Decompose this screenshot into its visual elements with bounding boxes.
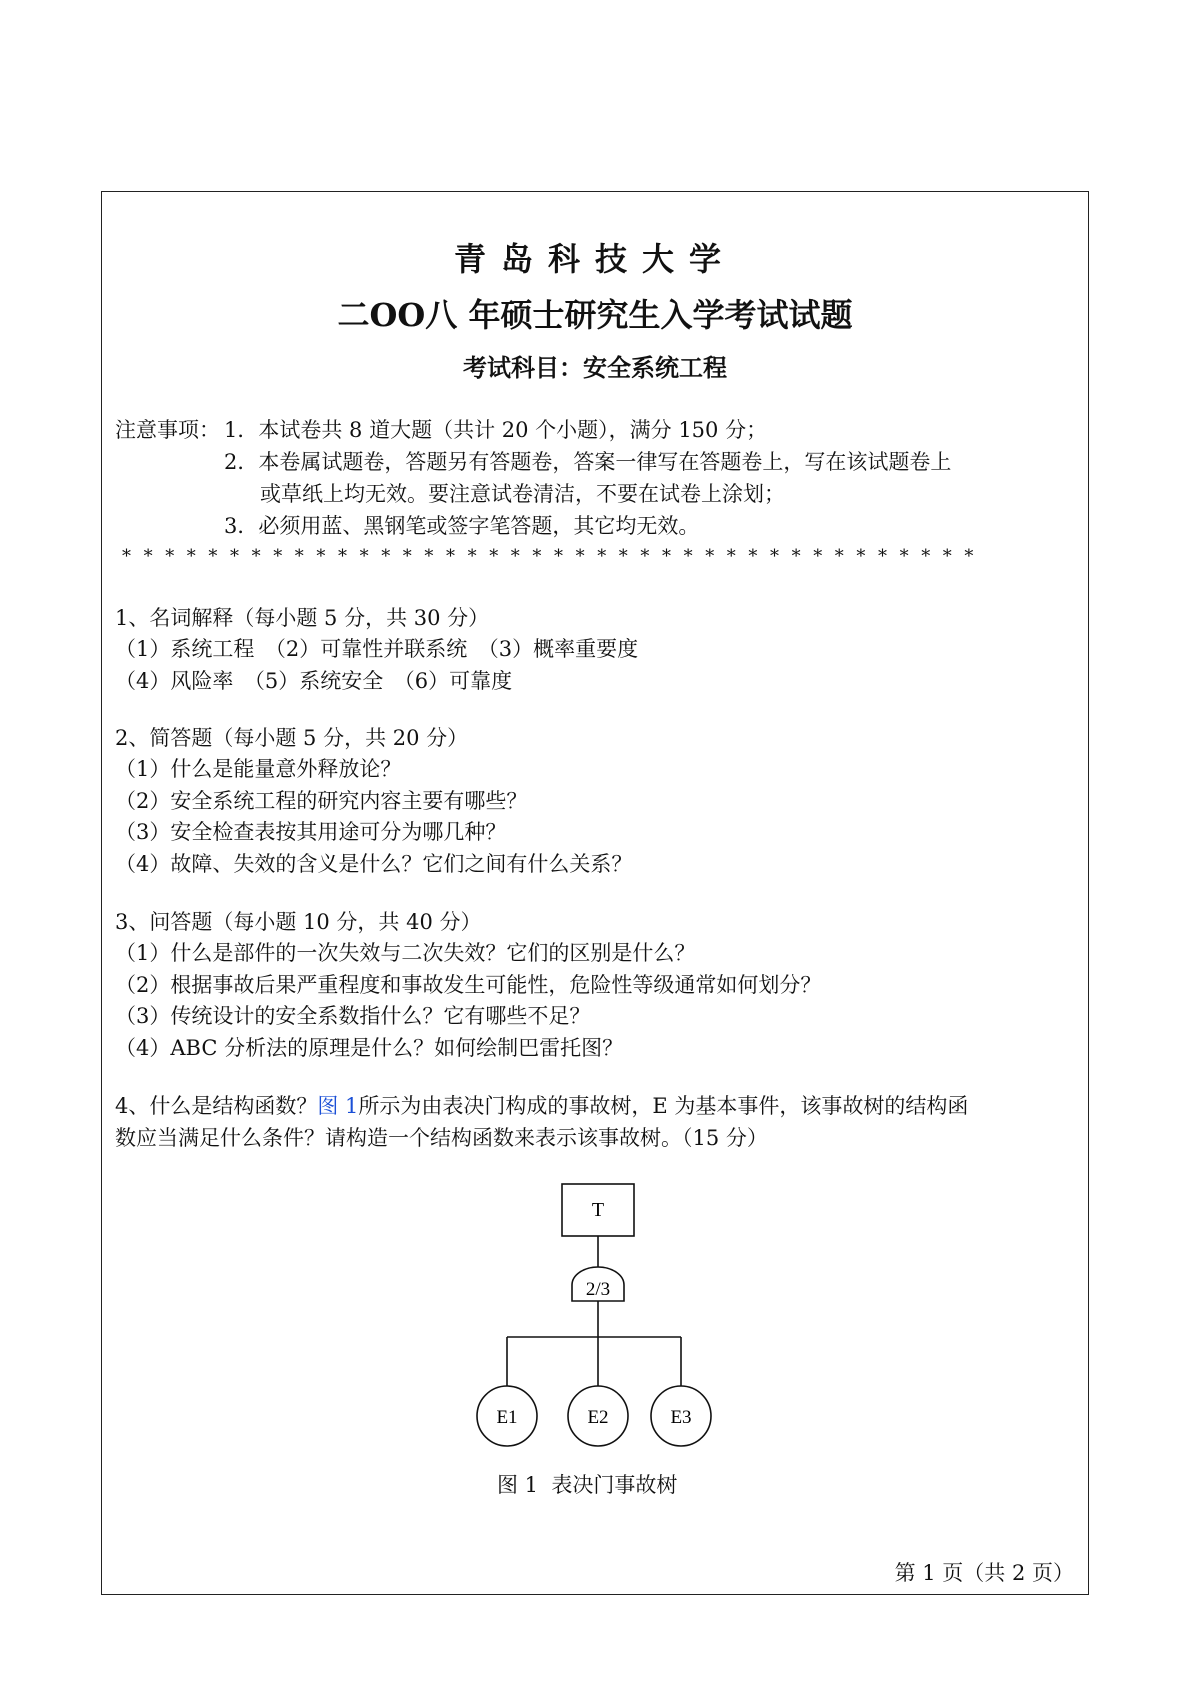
section-2-line-1: （1）什么是能量意外释放论？ — [115, 757, 402, 781]
section-3-line-2: （2）根据事故后果严重程度和事故发生可能性，危险性等级通常如何划分？ — [115, 973, 822, 997]
question-4-line-1 — [115, 1090, 968, 1122]
section-2-line-2: （2）安全系统工程的研究内容主要有哪些？ — [115, 789, 528, 813]
section-3-heading: 3、问答题（每小题 10 分，共 40 分） — [115, 910, 482, 934]
figure-caption: 图 1 表决门事故树 — [497, 1473, 678, 1497]
fault-tree-diagram — [432, 1182, 832, 1482]
event-e2-label: E2 — [587, 1407, 609, 1428]
section-2-line-3: （3）安全检查表按其用途可分为哪几种？ — [115, 820, 507, 844]
question-4-prefix: 4、什么是结构函数？ — [115, 1094, 318, 1118]
section-1-line-2: （4）风险率 （5）系统安全 （6）可靠度 — [115, 669, 513, 693]
question-4-line-1-rest: 所示为由表决门构成的事故树，E 为基本事件，该事故树的结构函 — [358, 1094, 969, 1118]
notice-item-2: 2．本卷属试题卷，答题另有答题卷，答案一律写在答题卷上，写在该试题卷上 — [224, 450, 952, 474]
university-title: 青岛科技大学 — [453, 240, 736, 278]
exam-title: 二OO八 年硕士研究生入学考试试题 — [337, 296, 853, 334]
voting-gate-label: 2/3 — [585, 1279, 611, 1300]
top-event-label: T — [591, 1199, 605, 1221]
section-3-line-4: （4）ABC 分析法的原理是什么？如何绘制巴雷托图？ — [115, 1036, 624, 1060]
question-4-line-2: 数应当满足什么条件？请构造一个结构函数来表示该事故树。（15 分） — [115, 1126, 768, 1150]
figure-1-link[interactable]: 图 1 — [317, 1094, 359, 1118]
section-3-line-3: （3）传统设计的安全系数指什么？它有哪些不足？ — [115, 1004, 591, 1028]
event-e3-label: E3 — [670, 1407, 692, 1428]
section-1-line-1: （1）系统工程 （2）可靠性并联系统 （3）概率重要度 — [115, 637, 639, 661]
section-2-heading: 2、简答题（每小题 5 分，共 20 分） — [115, 726, 469, 750]
section-1-heading: 1、名词解释（每小题 5 分，共 30 分） — [115, 606, 490, 630]
exam-subject: 考试科目：安全系统工程 — [463, 353, 727, 382]
notice-label: 注意事项： — [115, 418, 220, 442]
page-number: 第 1 页（共 2 页） — [894, 1561, 1074, 1585]
notice-item-2-cont: 或草纸上均无效。要注意试卷清洁，不要在试卷上涂划； — [260, 482, 785, 506]
section-2-line-4: （4）故障、失效的含义是什么？它们之间有什么关系？ — [115, 852, 633, 876]
event-e1-label: E1 — [496, 1407, 518, 1428]
notice-item-1: 1．本试卷共 8 道大题（共计 20 个小题），满分 150 分； — [224, 418, 768, 442]
section-3-line-1: （1）什么是部件的一次失效与二次失效？它们的区别是什么？ — [115, 941, 696, 965]
exam-page-frame — [101, 191, 1089, 1595]
notice-item-3: 3．必须用蓝、黑钢笔或签字笔答题，其它均无效。 — [224, 514, 700, 538]
star-separator: **************************************** — [122, 546, 986, 567]
